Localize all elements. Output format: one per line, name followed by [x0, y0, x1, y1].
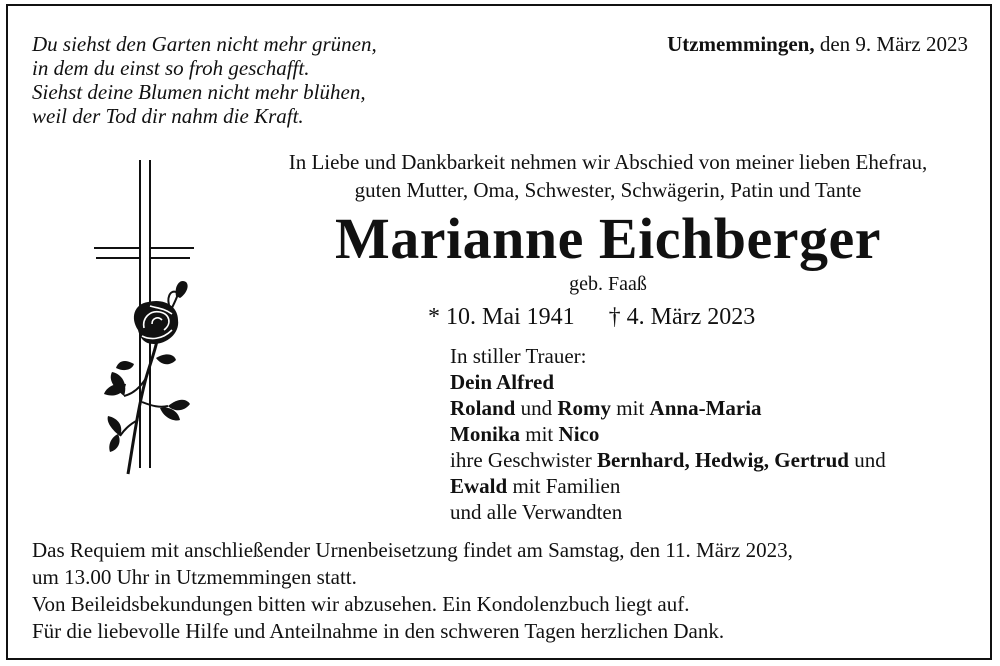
maiden-name: geb. Faaß — [569, 273, 647, 295]
death-date: † 4. März 2023 — [608, 304, 756, 330]
deceased-name: Marianne Eichberger — [335, 206, 881, 271]
mourner-line: Roland und Romy mit Anna-Maria — [450, 396, 762, 420]
intro-line: guten Mutter, Oma, Schwester, Schwägerin, Patin und Tante — [354, 178, 862, 202]
poem-line: Siehst deine Blumen nicht mehr blühen, — [32, 80, 366, 104]
poem-line: in dem du einst so froh geschafft. — [32, 56, 310, 80]
place-date — [667, 32, 968, 56]
notice-line: Das Requiem mit anschließender Urnenbeisetzung findet am Samstag, den 11. März 2023, — [32, 538, 793, 562]
mourners-heading: In stiller Trauer: — [450, 344, 587, 368]
mourner-line: ihre Geschwister Bernhard, Hedwig, Gertrud und — [450, 448, 886, 472]
notice-line: Für die liebevolle Hilfe und Anteilnahme in den schweren Tagen herzlichen Dank. — [32, 619, 725, 643]
service-notice — [32, 537, 793, 645]
date: den 9. März 2023 — [819, 32, 968, 56]
cross-with-rose-icon — [94, 158, 204, 488]
intro-line: In Liebe und Dankbarkeit nehmen wir Abschied von meiner lieben Ehefrau, — [288, 150, 928, 174]
place: Utzmemmingen, — [667, 32, 815, 56]
poem-line: weil der Tod dir nahm die Kraft. — [32, 104, 304, 128]
poem-line: Du siehst den Garten nicht mehr grünen, — [32, 32, 377, 56]
mourner-line: Monika mit Nico — [450, 422, 600, 446]
notice-line: um 13.00 Uhr in Utzmemmingen statt. — [32, 565, 357, 589]
mourner-line: Ewald mit Familien — [450, 474, 621, 498]
birth-date: * 10. Mai 1941 — [428, 304, 575, 330]
mourner-line: und alle Verwandten — [450, 500, 623, 524]
intro-text — [238, 148, 978, 204]
poem — [32, 32, 377, 128]
obituary-card — [6, 4, 992, 660]
life-dates — [428, 303, 755, 331]
mourners-list — [450, 343, 886, 525]
mourner-husband: Dein Alfred — [450, 370, 555, 394]
notice-line: Von Beileidsbekundungen bitten wir abzusehen. Ein Kondolenzbuch liegt auf. — [32, 592, 690, 616]
